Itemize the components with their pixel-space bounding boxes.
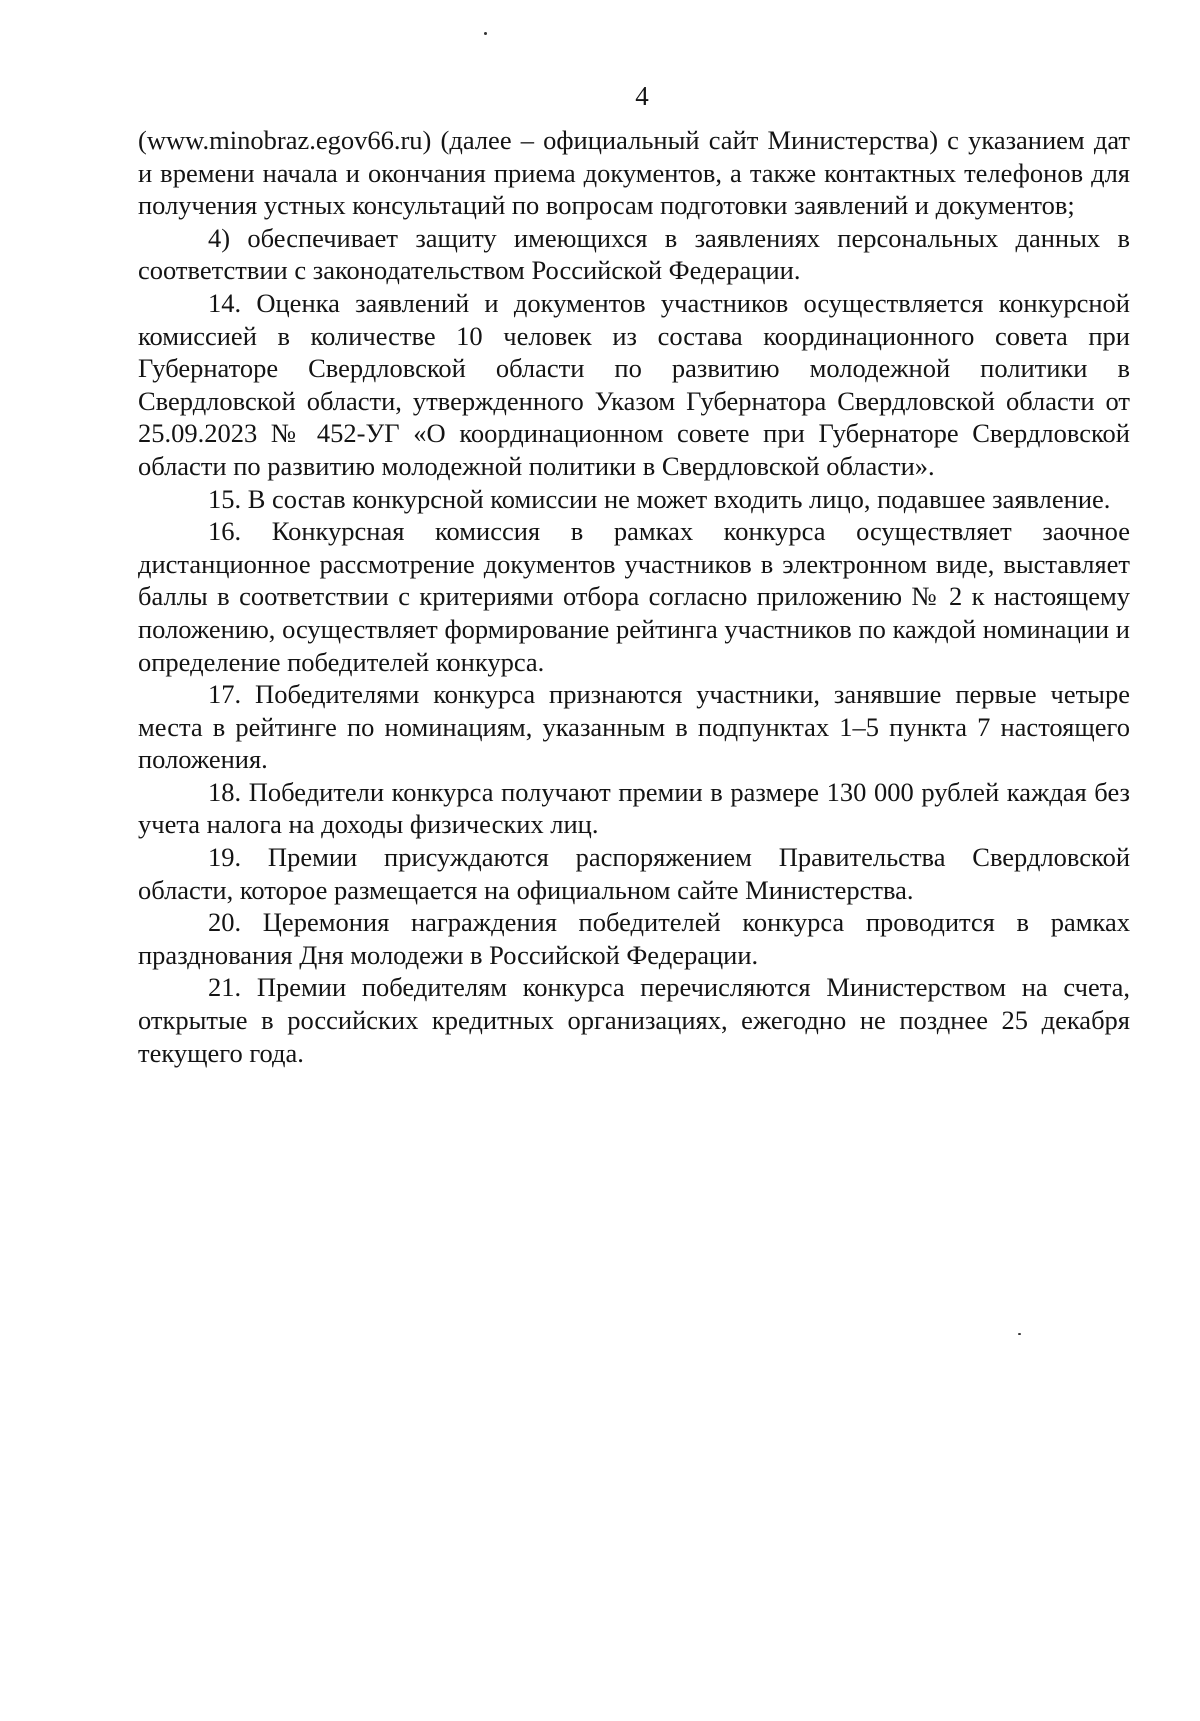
document-body: [138, 124, 1130, 1069]
paragraph-17: 17. Победителями конкурса признаются участники, занявшие первые четыре места в рейтинге по номинациям, указанным в подпунктах 1–5 пункта 7 настоящего положения.: [138, 679, 1130, 775]
paragraph-20: 20. Церемония награждения победителей конкурса проводится в рамках празднования Дня молодежи в Российской Федерации.: [138, 907, 1130, 970]
paragraph-14: 14. Оценка заявлений и документов участников осуществляется конкурсной комиссией в количестве 10 человек из состава координационного совета при Губернаторе Свердловской области по развитию молодежной политики в Свердловской области, утвержденного Указом Губернатора Свердловской области от 25.09.2023 № 452-УГ «О координационном совете при Губернаторе Свердловской области по развитию молодежной политики в Свердловской области».: [138, 287, 1130, 481]
paragraph-item-4: 4) обеспечивает защиту имеющихся в заявлениях персональных данных в соответствии с законодательством Российской Федерации.: [138, 222, 1130, 286]
paragraph-18: 18. Победители конкурса получают премии в размере 130 000 рублей каждая без учета налога на доходы физических лиц.: [138, 776, 1130, 840]
paragraph-21: 21. Премии победителям конкурса перечисляются Министерством на счета, открытые в российских кредитных организациях, ежегодно не позднее 25 декабря текущего года.: [138, 972, 1130, 1068]
paragraph-website-info: (www.minobraz.egov66.ru) (далее – официальный сайт Министерства) с указанием дат и времени начала и окончания приема документов, а также контактных телефонов для получения устных консультаций по вопросам подготовки заявлений и документов;: [138, 125, 1130, 221]
page-number: 4: [635, 81, 649, 111]
paragraph-16: 16. Конкурсная комиссия в рамках конкурса осуществляет заочное дистанционное рассмотрение документов участников в электронном виде, выставляет баллы в соответствии с критериями отбора согласно приложению № 2 к настоящему положению, осуществляет формирование рейтинга участников по каждой номинации и определение победителей конкурса.: [138, 516, 1130, 677]
paragraph-19: 19. Премии присуждаются распоряжением Правительства Свердловской области, которое размещается на официальном сайте Министерства.: [138, 842, 1130, 905]
paragraph-15: 15. В состав конкурсной комиссии не может входить лицо, подавшее заявление.: [208, 483, 1111, 514]
scan-speck-top: [484, 32, 487, 35]
scan-speck-right: [1018, 1333, 1021, 1335]
